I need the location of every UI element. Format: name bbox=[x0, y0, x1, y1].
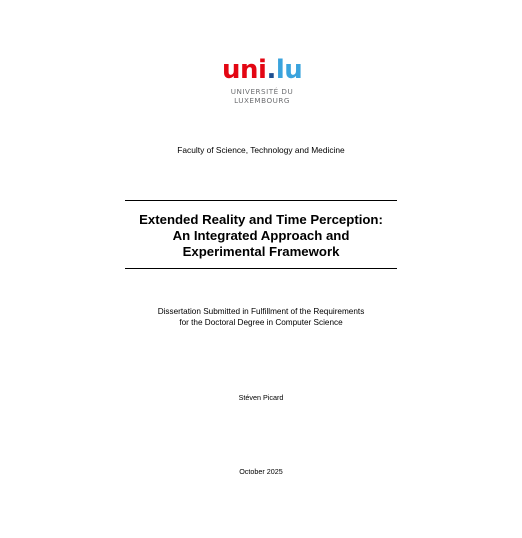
author-name: Stéven Picard bbox=[238, 393, 284, 402]
dissertation-statement bbox=[0, 307, 522, 328]
dissertation-line2: for the Doctoral Degree in Computer Science bbox=[179, 317, 343, 327]
thesis-title bbox=[0, 212, 522, 260]
title-rule-bottom bbox=[125, 268, 397, 269]
logo-subtitle-line2: LUXEMBOURG bbox=[234, 96, 290, 105]
thesis-title-line2: An Integrated Approach and bbox=[172, 228, 350, 243]
faculty-name: Faculty of Science, Technology and Medicine bbox=[177, 145, 345, 155]
logo-subtitle-line1: UNIVERSITÉ DU bbox=[230, 87, 294, 96]
logo-lu: lu bbox=[275, 55, 303, 85]
logo-wordmark bbox=[222, 56, 302, 84]
logo-uni: uni bbox=[222, 55, 267, 85]
university-logo bbox=[222, 56, 302, 105]
submission-date: October 2025 bbox=[239, 467, 283, 476]
thesis-title-line1: Extended Reality and Time Perception: bbox=[139, 212, 383, 227]
logo-dot: . bbox=[266, 55, 276, 85]
dissertation-line1: Dissertation Submitted in Fulfillment of the Requirements bbox=[157, 307, 365, 316]
title-rule-top bbox=[125, 200, 397, 201]
thesis-title-line3: Experimental Framework bbox=[182, 244, 340, 259]
